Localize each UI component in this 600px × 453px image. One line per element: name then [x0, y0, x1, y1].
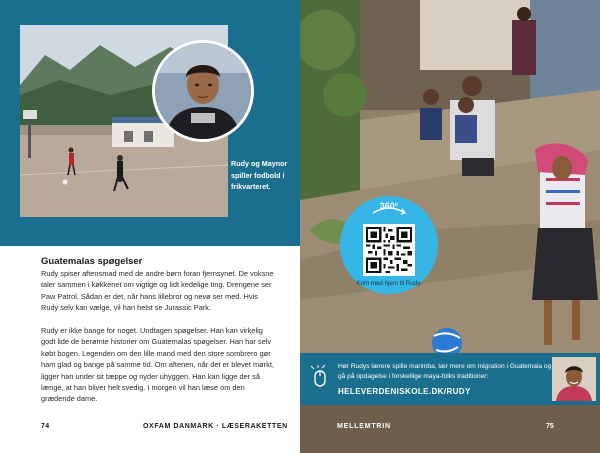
photo-caption: Rudy og Maynor spiller fodbold i frikvarteret.: [231, 159, 288, 191]
qr-360-badge[interactable]: [340, 196, 438, 294]
article-paragraph: Rudy spiser aftensmad med de andre børn foran fjernsynet. De voksne taler sammen i køkkenet om vigtige og lidt kedelige ting. Drengene ser Paw Patrol. Sådan er det, når hans lillebror og nevø ser med. Hvis Rudy selv kan vælge, vil han helst se Jurassic Park.: [41, 269, 274, 313]
qr-caption: Kom med hjem til Rudy.: [356, 280, 422, 287]
mouse-click-icon: [310, 365, 330, 387]
page-number-left: 74: [41, 423, 50, 430]
info-banner: [300, 353, 600, 405]
boy-portrait-photo: [152, 40, 254, 142]
website-link[interactable]: HELEVERDENISKOLE.DK/RUDY: [338, 387, 471, 396]
qr-code[interactable]: [363, 224, 415, 276]
footer-publication-title: OXFAM DANMARK · LÆSERAKETTEN: [143, 423, 288, 430]
banner-text: Hør Rudys lærere spille marimba, lær mere om migration i Guatemala og gå på opdagelse i forskellige maya-folks traditioner:: [338, 363, 552, 380]
article-paragraph: Rudy er ikke bange for noget. Undtagen spøgelser. Han kan virkelig godt lide de berømte historier om Guatemalas spøgelser. Han har selv købt bogen. Legenden om den lille mand med den store sombrero gør ham glad og bange på samme tid. Om aftenen, når det er blevet mørkt, ligger han under sit tæppe og nyder uhyggen. Han kan ligge der så længe, at han bliver helt svedig. I morgen vil han læse om den grædende dame.: [41, 326, 274, 404]
page-number-right: 75: [546, 423, 554, 430]
right-page: [300, 0, 600, 453]
rudy-thumbnail-photo: [552, 357, 596, 401]
label-360: 360°: [379, 201, 399, 211]
article-body: [41, 268, 277, 416]
article-title: Guatemalas spøgelser: [41, 256, 143, 267]
footer-section-label: MELLEMTRIN: [337, 423, 391, 430]
